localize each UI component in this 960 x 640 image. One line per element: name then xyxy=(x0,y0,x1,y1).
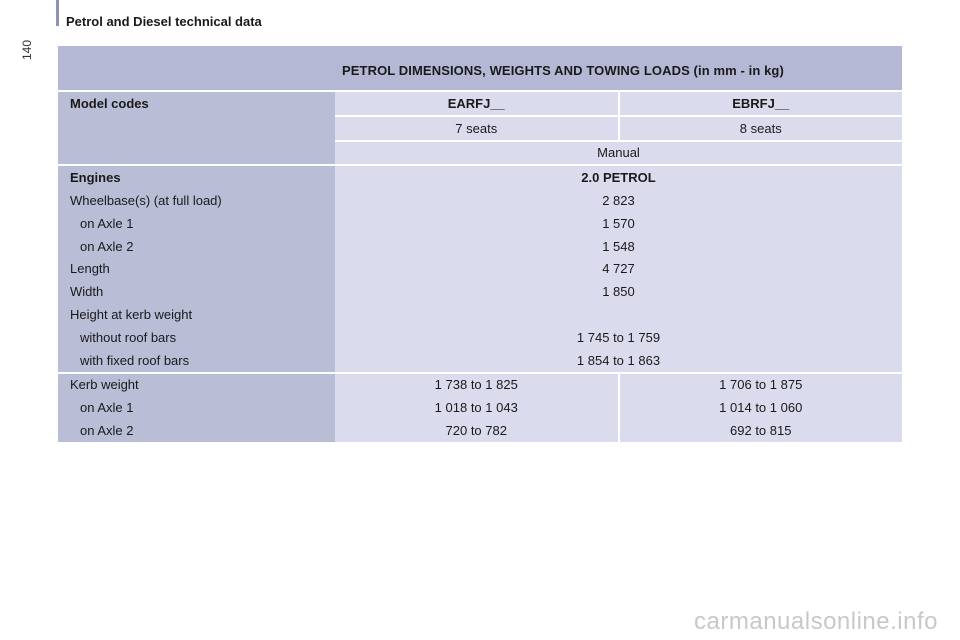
axle1-value: 1 570 xyxy=(602,215,635,231)
engines-label: Engines xyxy=(70,170,121,186)
no-roof-bars-value: 1 745 to 1 759 xyxy=(576,329,661,345)
specs-table xyxy=(58,46,902,442)
length-value: 4 727 xyxy=(602,261,635,277)
axle2-label: on Axle 2 xyxy=(80,238,134,254)
weight-axle1-1: 1 018 to 1 043 xyxy=(335,396,620,419)
weight-axle2-1: 720 to 782 xyxy=(335,419,620,442)
model-code-1: EARFJ__ xyxy=(335,92,620,115)
margin-bar xyxy=(56,0,59,26)
watermark: carmanualsonline.info xyxy=(694,608,938,635)
header-labels xyxy=(58,92,335,164)
model-codes-row xyxy=(335,92,902,117)
fixed-roof-bars-label: with fixed roof bars xyxy=(80,352,190,368)
height-value-empty xyxy=(335,303,902,326)
header-group xyxy=(58,90,902,164)
width-label: Width xyxy=(70,284,104,300)
seats-1: 7 seats xyxy=(335,117,620,140)
weight-axle1-2: 1 014 to 1 060 xyxy=(719,400,803,416)
weights-labels xyxy=(58,374,335,442)
weights-values xyxy=(335,374,902,442)
kerb-weight-2: 1 706 to 1 875 xyxy=(719,377,803,393)
weight-axle2-label: on Axle 2 xyxy=(80,423,134,439)
kerb-weight-1: 1 738 to 1 825 xyxy=(335,374,620,397)
kerb-weight-label: Kerb weight xyxy=(70,377,139,393)
height-label: Height at kerb weight xyxy=(70,307,193,323)
no-roof-bars-label: without roof bars xyxy=(80,329,177,345)
header-values xyxy=(335,92,902,164)
seats-row xyxy=(335,117,902,142)
model-code-2: EBRFJ__ xyxy=(732,95,790,111)
fixed-roof-bars-value: 1 854 to 1 863 xyxy=(576,352,661,368)
wheelbase-label: Wheelbase(s) (at full load) xyxy=(70,193,222,209)
gearbox-value: Manual xyxy=(597,145,640,161)
length-label: Length xyxy=(70,261,110,277)
section-title: Petrol and Diesel technical data xyxy=(66,14,262,29)
dimensions-group xyxy=(58,164,902,371)
width-value: 1 850 xyxy=(602,284,635,300)
weight-axle2-row xyxy=(335,419,902,442)
weight-axle2-2: 692 to 815 xyxy=(730,423,792,439)
engine-value: 2.0 PETROL xyxy=(581,170,656,186)
table-title: PETROL DIMENSIONS, WEIGHTS AND TOWING LOADS (in mm - in kg) xyxy=(342,63,784,78)
dimensions-labels xyxy=(58,166,335,371)
page-number: 140 xyxy=(20,39,34,60)
seats-2: 8 seats xyxy=(739,120,782,136)
table-title-bar xyxy=(58,46,902,90)
axle2-value: 1 548 xyxy=(602,238,635,254)
wheelbase-value: 2 823 xyxy=(602,193,635,209)
axle1-label: on Axle 1 xyxy=(80,215,134,231)
model-codes-label: Model codes xyxy=(70,95,149,111)
dimensions-values xyxy=(335,166,902,371)
kerb-weight-row xyxy=(335,374,902,397)
weights-group xyxy=(58,372,902,442)
weight-axle1-label: on Axle 1 xyxy=(80,400,134,416)
weight-axle1-row xyxy=(335,396,902,419)
